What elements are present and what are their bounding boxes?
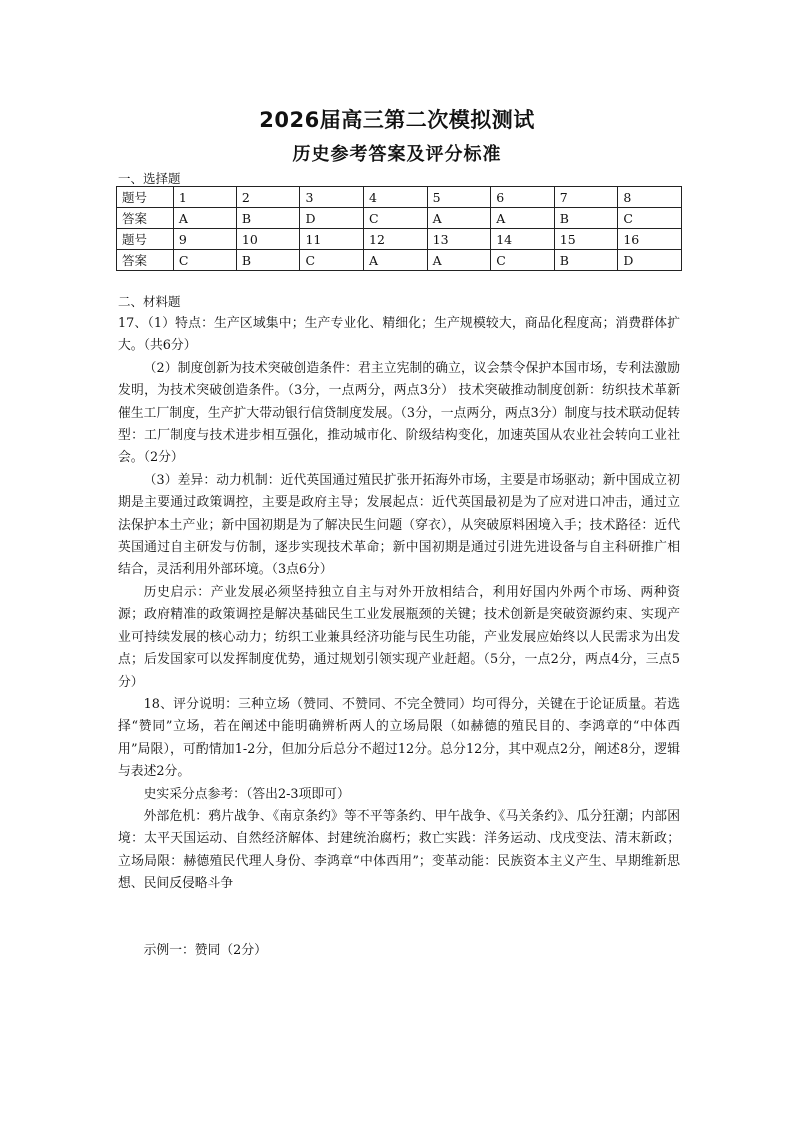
table-cell: 1 xyxy=(173,187,236,208)
table-cell: C xyxy=(491,250,555,271)
table-cell: A xyxy=(173,208,236,229)
q17-historical-insight: 历史启示：产业发展必须坚持独立自主与对外开放相结合，利用好国内外两个市场、两种资源；政府精准的政策调控是解决基础民生工业发展瓶颈的关键；技术创新是突破资源约束、实现产业可持续发展的核心动力；纺织工业兼具经济功能与民生功能，产业发展应始终以人民需求为出发点；后发国家可以发挥制度优势，通过规划引领实现产业赶超。（5分，一点2分，两点4分，三点5分） xyxy=(118,584,680,690)
table-cell: D xyxy=(300,208,364,229)
table-cell: 14 xyxy=(491,229,555,250)
table-cell: B xyxy=(236,250,300,271)
table-cell: 15 xyxy=(554,229,618,250)
document-title: 2026届高三第二次模拟测试 xyxy=(259,108,535,132)
q18-facts-list: 外部危机：鸦片战争、《南京条约》等不平等条约、甲午战争、《马关条约》、瓜分狂潮；内部困境：太平天国运动、自然经济解体、封建统治腐朽；救亡实践：洋务运动、戊戌变法、清末新政；立场局限：赫德殖民代理人身份、李鸿章“中体西用”；变革动能：民族资本主义产生、早期维新思想、民间反侵略斗争 xyxy=(118,808,680,892)
section-heading-material: 二、材料题 xyxy=(118,294,181,309)
table-cell: 13 xyxy=(427,229,491,250)
table-cell: 7 xyxy=(554,187,618,208)
table-row xyxy=(117,250,682,271)
table-cell: C xyxy=(173,250,236,271)
q17-part2: （2）制度创新为技术突破创造条件：君主立宪制的确立，议会禁令保护本国市场，专利法激励发明，为技术突破创造条件。（3分，一点两分，两点3分） 技术突破推动制度创新：纺织技术革新催生工厂制度，生产扩大带动银行信贷制度发展。（3分，一点两分，两点3分）制度与技术联动促转型：工厂制度与技术进步相互强化，推动城市化、阶级结构变化，加速英国从农业社会转向工业社会。（2分） xyxy=(118,360,680,466)
row-header: 答案 xyxy=(117,208,174,229)
table-cell: 4 xyxy=(364,187,428,208)
answer-body-text xyxy=(118,313,680,962)
row-header: 题号 xyxy=(117,187,174,208)
section-heading-multiple-choice: 一、选择题 xyxy=(118,171,181,186)
table-row xyxy=(117,229,682,250)
table-cell: 16 xyxy=(618,229,682,250)
table-cell: 12 xyxy=(364,229,428,250)
table-row xyxy=(117,187,682,208)
table-cell: C xyxy=(300,250,364,271)
table-cell: A xyxy=(491,208,555,229)
table-cell: A xyxy=(427,208,491,229)
table-cell: B xyxy=(554,250,618,271)
table-cell: C xyxy=(618,208,682,229)
table-cell: B xyxy=(236,208,300,229)
table-cell: 9 xyxy=(173,229,236,250)
table-cell: 2 xyxy=(236,187,300,208)
q18-example-one: 示例一：赞同（2分） xyxy=(143,942,267,958)
answer-key-table xyxy=(116,186,682,271)
q18-scoring-note: 18、评分说明：三种立场（赞同、不赞同、不完全赞同）均可得分，关键在于论证质量。若选择“赞同”立场，若在阐述中能明确辨析两人的立场局限（如赫德的殖民目的、李鸿章的“中体西用”局限），可酌情加1-2分，但加分后总分不超过12分。总分12分，其中观点2分，阐述8分，逻辑与表述2分。 xyxy=(118,696,680,780)
table-cell: 11 xyxy=(300,229,364,250)
q17-part1: 17、（1）特点：生产区域集中；生产专业化、精细化；生产规模较大，商品化程度高；消费群体扩大。（共6分） xyxy=(118,316,680,354)
table-cell: D xyxy=(618,250,682,271)
table-row xyxy=(117,208,682,229)
q18-facts-heading: 史实采分点参考：（答出2-3项即可） xyxy=(143,786,350,802)
q17-part3: （3）差异：动力机制：近代英国通过殖民扩张开拓海外市场，主要是市场驱动；新中国成立初期是主要通过政策调控，主要是政府主导；发展起点：近代英国最初是为了应对进口冲击，通过立法保护本土产业；新中国初期是为了解决民生问题（穿衣），从突破原料困境入手；技术路径：近代英国通过自主研发与仿制，逐步实现技术革命；新中国初期是通过引进先进设备与自主科研推广相结合，灵活利用外部环境。（3点6分） xyxy=(118,472,680,578)
table-cell: 8 xyxy=(618,187,682,208)
table-cell: 6 xyxy=(491,187,555,208)
table-cell: 3 xyxy=(300,187,364,208)
table-cell: C xyxy=(364,208,428,229)
table-cell: A xyxy=(427,250,491,271)
table-cell: A xyxy=(364,250,428,271)
row-header: 题号 xyxy=(117,229,174,250)
blank-gap xyxy=(118,896,680,940)
document-subtitle: 历史参考答案及评分标准 xyxy=(292,144,502,165)
row-header: 答案 xyxy=(117,250,174,271)
table-cell: 10 xyxy=(236,229,300,250)
table-cell: B xyxy=(554,208,618,229)
table-cell: 5 xyxy=(427,187,491,208)
